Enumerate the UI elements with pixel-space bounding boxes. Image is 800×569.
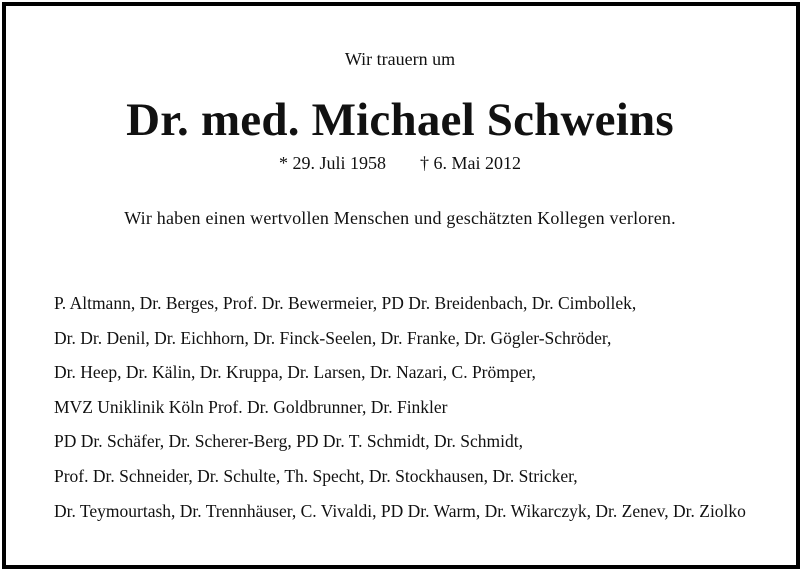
signatories-list (54, 292, 774, 534)
condolence-statement: Wir haben einen wertvollen Menschen und geschätzten Kollegen verloren. (124, 208, 676, 228)
birth-date: * 29. Juli 1958 (278, 153, 386, 173)
life-dates (0, 152, 800, 174)
signatory-line: MVZ Uniklinik Köln Prof. Dr. Goldbrunner, Dr. Finkler (54, 396, 448, 417)
signatory-line: Dr. Dr. Denil, Dr. Eichhorn, Dr. Finck-Seelen, Dr. Franke, Dr. Gögler-Schröder, (54, 327, 612, 348)
signatory-line: P. Altmann, Dr. Berges, Prof. Dr. Bewermeier, PD Dr. Breidenbach, Dr. Cimbollek, (54, 293, 637, 313)
deceased-name: Dr. med. Michael Schweins (126, 94, 674, 146)
intro-text: Wir trauern um (344, 49, 456, 69)
signatory-line: Prof. Dr. Schneider, Dr. Schulte, Th. Specht, Dr. Stockhausen, Dr. Stricker, (54, 465, 578, 486)
signatory-line: Dr. Heep, Dr. Kälin, Dr. Kruppa, Dr. Larsen, Dr. Nazari, C. Prömper, (54, 362, 536, 383)
signatory-line: Dr. Teymourtash, Dr. Trennhäuser, C. Vivaldi, PD Dr. Warm, Dr. Wikarczyk, Dr. Zenev, Dr. Ziolko (54, 500, 746, 521)
death-date: † 6. Mai 2012 (420, 153, 521, 173)
signatory-line: PD Dr. Schäfer, Dr. Scherer-Berg, PD Dr. T. Schmidt, Dr. Schmidt, (54, 431, 523, 452)
